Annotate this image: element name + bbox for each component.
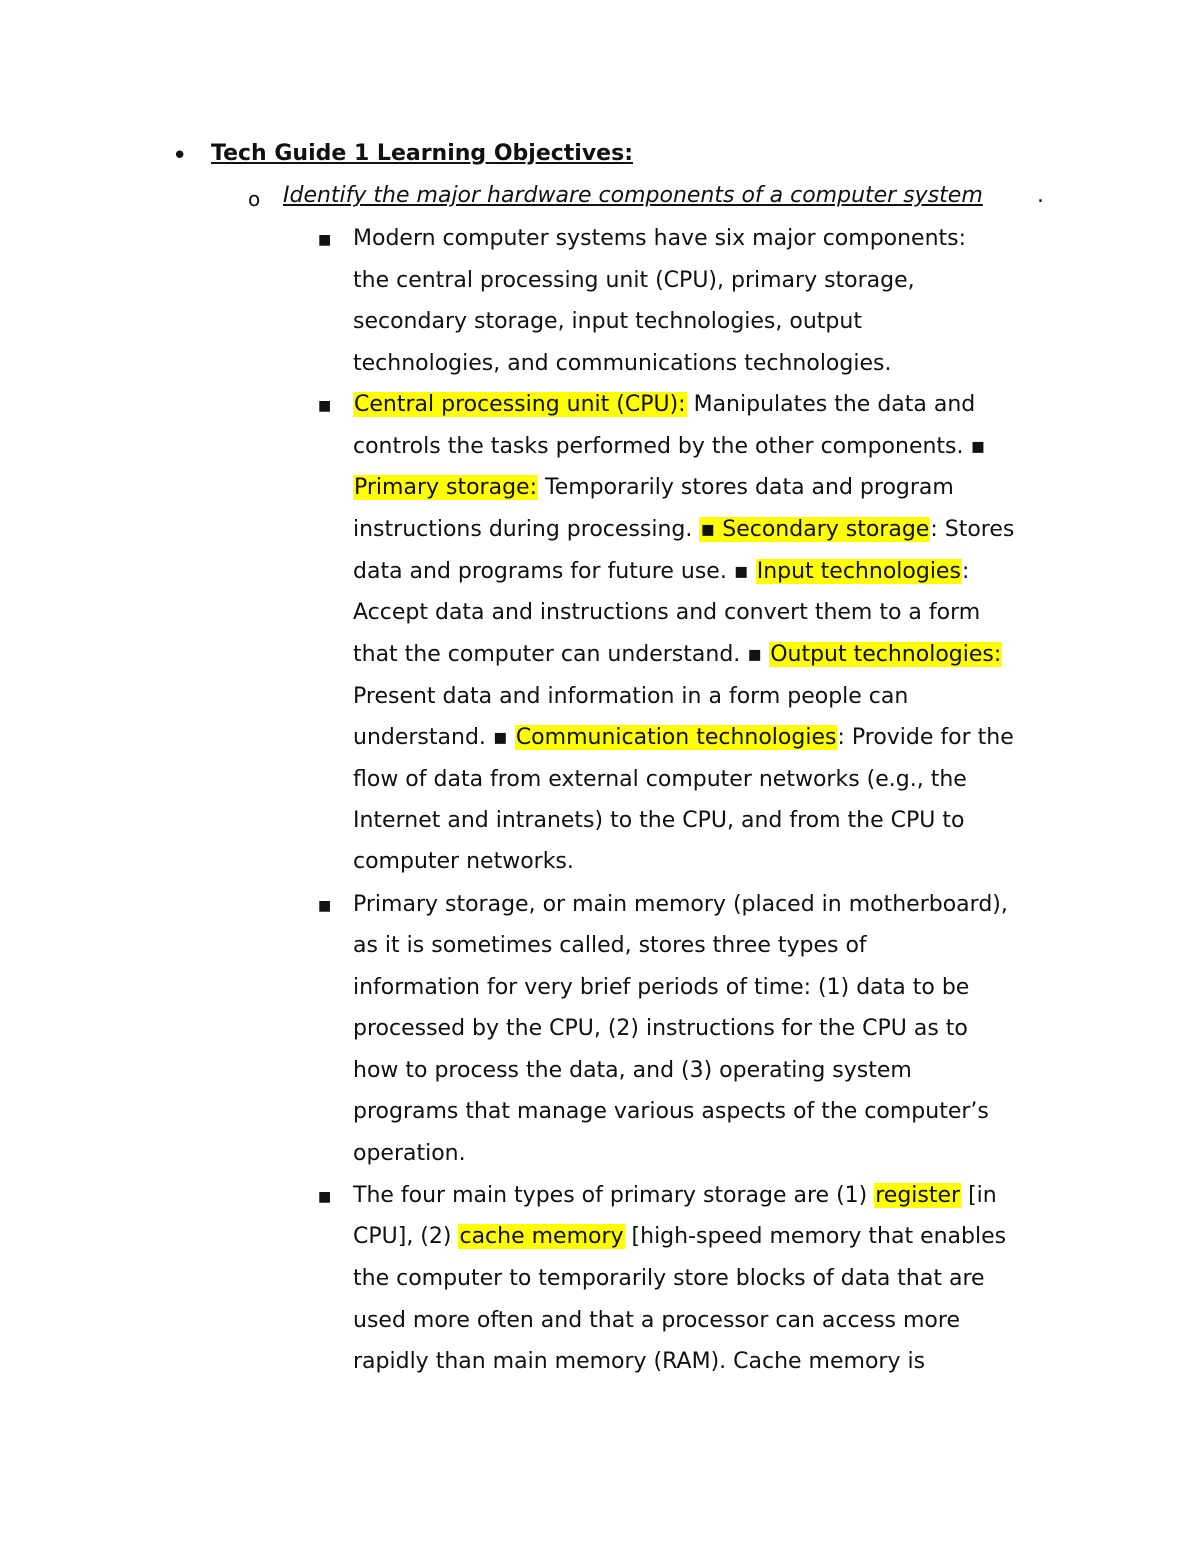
p3-line-4: processed by the CPU, (2) instructions for the CPU as to [353,1016,968,1041]
p2-line-2: controls the tasks performed by the other components. ▪ [353,434,986,459]
p2-line-3: Primary storage: Temporarily stores data and program [354,475,954,500]
p1-line-3: secondary storage, input technologies, output [353,309,862,334]
p3-line-3: information for very brief periods of time: (1) data to be [353,975,970,1000]
p1-line-1: Modern computer systems have six major components: [353,226,967,251]
p3-line-7: operation. [353,1141,466,1166]
p2-line-1: Central processing unit (CPU): Manipulates the data and [354,392,976,417]
p2-line-8: Present data and information in a form people can [353,684,909,709]
objective-period: . [1037,183,1044,208]
square-bullet-icon: ■ [318,398,332,414]
p3-line-5: how to process the data, and (3) operating system [353,1058,912,1083]
highlight-register: register [875,1183,961,1208]
p1-line-4: technologies, and communications technologies. [353,351,892,376]
p3-line-2: as it is sometimes called, stores three types of [353,933,867,958]
highlight-secondary-storage: ▪ Secondary storage [700,517,930,542]
p2-line-6: Accept data and instructions and convert them to a form [353,600,981,625]
p3-line-6: programs that manage various aspects of the computer’s [353,1099,989,1124]
p4-line-4: used more often and that a processor can access more [353,1308,960,1333]
highlight-output-technologies: Output technologies: [770,642,1002,667]
highlight-primary-storage: Primary storage: [354,475,537,500]
p4-line-1: The four main types of primary storage are (1) register [in [353,1183,997,1208]
square-bullet-icon: ■ [318,1189,332,1205]
objective: Identify the major hardware components of a computer system [283,183,983,208]
p2-line-12: computer networks. [353,849,574,874]
p1-line-2: the central processing unit (CPU), primary storage, [353,268,915,293]
p2-line-4: instructions during processing. ▪ Secondary storage: Stores [353,517,1015,542]
p2-line-5: data and programs for future use. ▪ Input technologies: [353,559,970,584]
circle-bullet-icon: o [248,187,261,211]
p2-line-7: that the computer can understand. ▪ Output technologies: [353,642,1002,667]
highlight-input-technologies: Input technologies [756,559,961,584]
highlight-communication-technologies: Communication technologies [515,725,837,750]
p4-line-5: rapidly than main memory (RAM). Cache memory is [353,1349,926,1374]
highlight-cpu: Central processing unit (CPU): [354,392,686,417]
p3-line-1: Primary storage, or main memory (placed in motherboard), [353,892,1008,917]
p4-line-3: the computer to temporarily store blocks of data that are [353,1266,985,1291]
p2-line-10: flow of data from external computer networks (e.g., the [353,767,967,792]
highlight-cache-memory: cache memory [459,1224,624,1249]
p4-line-2: CPU], (2) cache memory [high-speed memory that enables [353,1224,1007,1249]
square-bullet-icon: ■ [318,232,332,248]
heading: Tech Guide 1 Learning Objectives: [211,141,633,166]
p2-line-9: understand. ▪ Communication technologies: Provide for the [353,725,1014,750]
p2-line-11: Internet and intranets) to the CPU, and from the CPU to [353,808,965,833]
disc-bullet-icon: • [172,141,188,171]
square-bullet-icon: ■ [318,898,332,914]
